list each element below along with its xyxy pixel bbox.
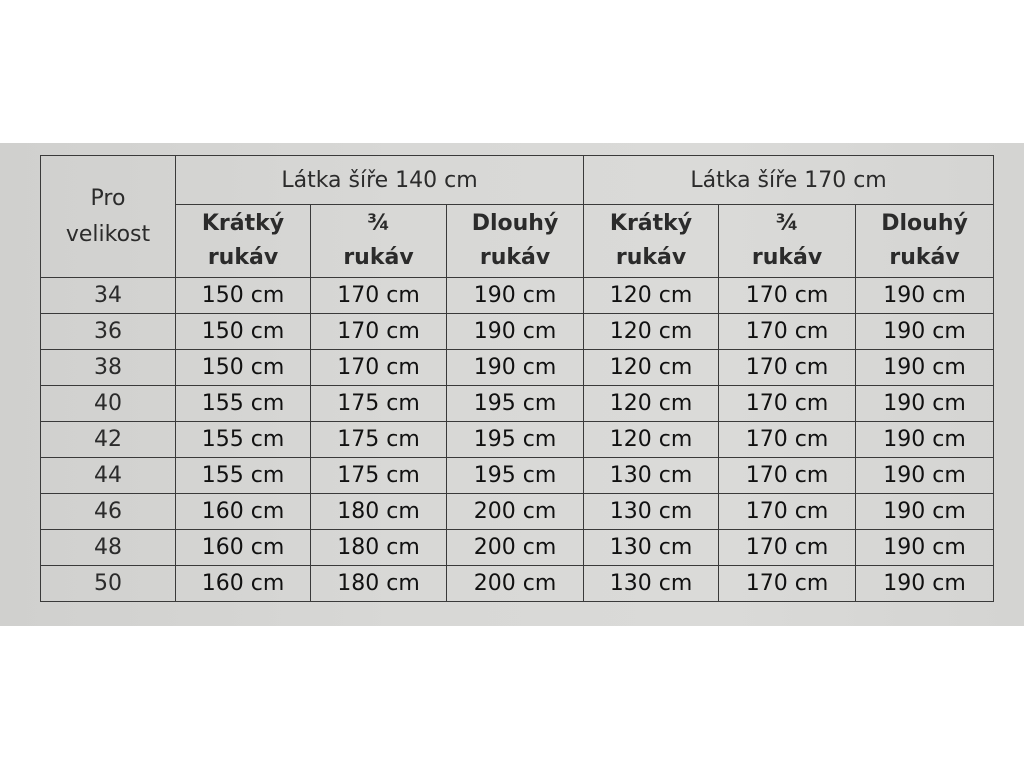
size-cell: 46 — [41, 494, 176, 530]
length-cell: 200 cm — [447, 566, 584, 602]
length-cell: 175 cm — [311, 422, 447, 458]
length-cell: 150 cm — [176, 350, 311, 386]
length-cell: 170 cm — [719, 422, 856, 458]
length-cell: 170 cm — [719, 530, 856, 566]
sleeve-type: ¾ — [367, 211, 390, 236]
length-cell: 175 cm — [311, 458, 447, 494]
sleeve-subheader — [447, 205, 584, 278]
length-cell: 190 cm — [856, 350, 994, 386]
length-cell: 155 cm — [176, 458, 311, 494]
length-cell: 120 cm — [584, 278, 719, 314]
sleeve-word: rukáv — [207, 245, 279, 270]
length-cell: 190 cm — [447, 350, 584, 386]
length-cell: 190 cm — [856, 530, 994, 566]
size-header-line1: Pro — [90, 185, 126, 211]
sleeve-type: Dlouhý — [881, 211, 968, 236]
length-cell: 190 cm — [856, 278, 994, 314]
length-cell: 120 cm — [584, 386, 719, 422]
length-cell: 195 cm — [447, 422, 584, 458]
size-cell: 36 — [41, 314, 176, 350]
sleeve-word: rukáv — [751, 245, 823, 270]
length-cell: 200 cm — [447, 530, 584, 566]
length-cell: 190 cm — [856, 314, 994, 350]
size-cell: 40 — [41, 386, 176, 422]
sleeve-subheader — [856, 205, 994, 278]
length-cell: 190 cm — [447, 314, 584, 350]
size-cell: 38 — [41, 350, 176, 386]
length-cell: 155 cm — [176, 422, 311, 458]
length-cell: 170 cm — [719, 458, 856, 494]
length-cell: 170 cm — [311, 278, 447, 314]
length-cell: 195 cm — [447, 386, 584, 422]
size-cell: 50 — [41, 566, 176, 602]
sleeve-type: Krátký — [609, 211, 693, 236]
sleeve-subheader — [311, 205, 447, 278]
length-cell: 190 cm — [856, 386, 994, 422]
length-cell: 170 cm — [311, 350, 447, 386]
sleeve-word: rukáv — [479, 245, 551, 270]
length-cell: 170 cm — [719, 566, 856, 602]
length-cell: 180 cm — [311, 494, 447, 530]
sleeve-subheader — [584, 205, 719, 278]
length-cell: 160 cm — [176, 494, 311, 530]
group-header-140: Látka šíře 140 cm — [176, 156, 584, 205]
length-cell: 170 cm — [719, 494, 856, 530]
table-row — [41, 386, 994, 422]
length-cell: 160 cm — [176, 530, 311, 566]
length-cell: 200 cm — [447, 494, 584, 530]
length-cell: 190 cm — [447, 278, 584, 314]
length-cell: 190 cm — [856, 458, 994, 494]
size-header-line2: velikost — [65, 221, 151, 247]
table-row — [41, 350, 994, 386]
sleeve-word: rukáv — [889, 245, 960, 270]
length-cell: 170 cm — [719, 386, 856, 422]
size-column-header — [41, 156, 176, 278]
length-cell: 150 cm — [176, 314, 311, 350]
size-cell: 48 — [41, 530, 176, 566]
length-cell: 150 cm — [176, 278, 311, 314]
fabric-length-table — [40, 155, 994, 602]
length-cell: 155 cm — [176, 386, 311, 422]
length-cell: 180 cm — [311, 530, 447, 566]
table-row — [41, 314, 994, 350]
length-cell: 170 cm — [719, 350, 856, 386]
sleeve-word: rukáv — [343, 245, 414, 270]
sleeve-type: Krátký — [201, 211, 285, 236]
table-row — [41, 278, 994, 314]
sleeve-type: Dlouhý — [471, 211, 559, 236]
length-cell: 170 cm — [311, 314, 447, 350]
length-cell: 190 cm — [856, 494, 994, 530]
table-row — [41, 530, 994, 566]
sleeve-subheader — [719, 205, 856, 278]
length-cell: 120 cm — [584, 314, 719, 350]
length-cell: 120 cm — [584, 350, 719, 386]
sleeve-type: ¾ — [775, 211, 799, 236]
length-cell: 130 cm — [584, 494, 719, 530]
sleeve-subheader — [176, 205, 311, 278]
length-cell: 120 cm — [584, 422, 719, 458]
table-row — [41, 422, 994, 458]
length-cell: 170 cm — [719, 278, 856, 314]
length-cell: 130 cm — [584, 530, 719, 566]
length-cell: 190 cm — [856, 422, 994, 458]
table-row — [41, 566, 994, 602]
length-cell: 180 cm — [311, 566, 447, 602]
sleeve-word: rukáv — [615, 245, 687, 270]
size-cell: 44 — [41, 458, 176, 494]
size-cell: 34 — [41, 278, 176, 314]
table-row — [41, 458, 994, 494]
length-cell: 130 cm — [584, 458, 719, 494]
group-header-170: Látka šíře 170 cm — [584, 156, 994, 205]
length-cell: 195 cm — [447, 458, 584, 494]
length-cell: 190 cm — [856, 566, 994, 602]
length-cell: 170 cm — [719, 314, 856, 350]
length-cell: 130 cm — [584, 566, 719, 602]
size-cell: 42 — [41, 422, 176, 458]
length-cell: 175 cm — [311, 386, 447, 422]
table-row — [41, 494, 994, 530]
length-cell: 160 cm — [176, 566, 311, 602]
